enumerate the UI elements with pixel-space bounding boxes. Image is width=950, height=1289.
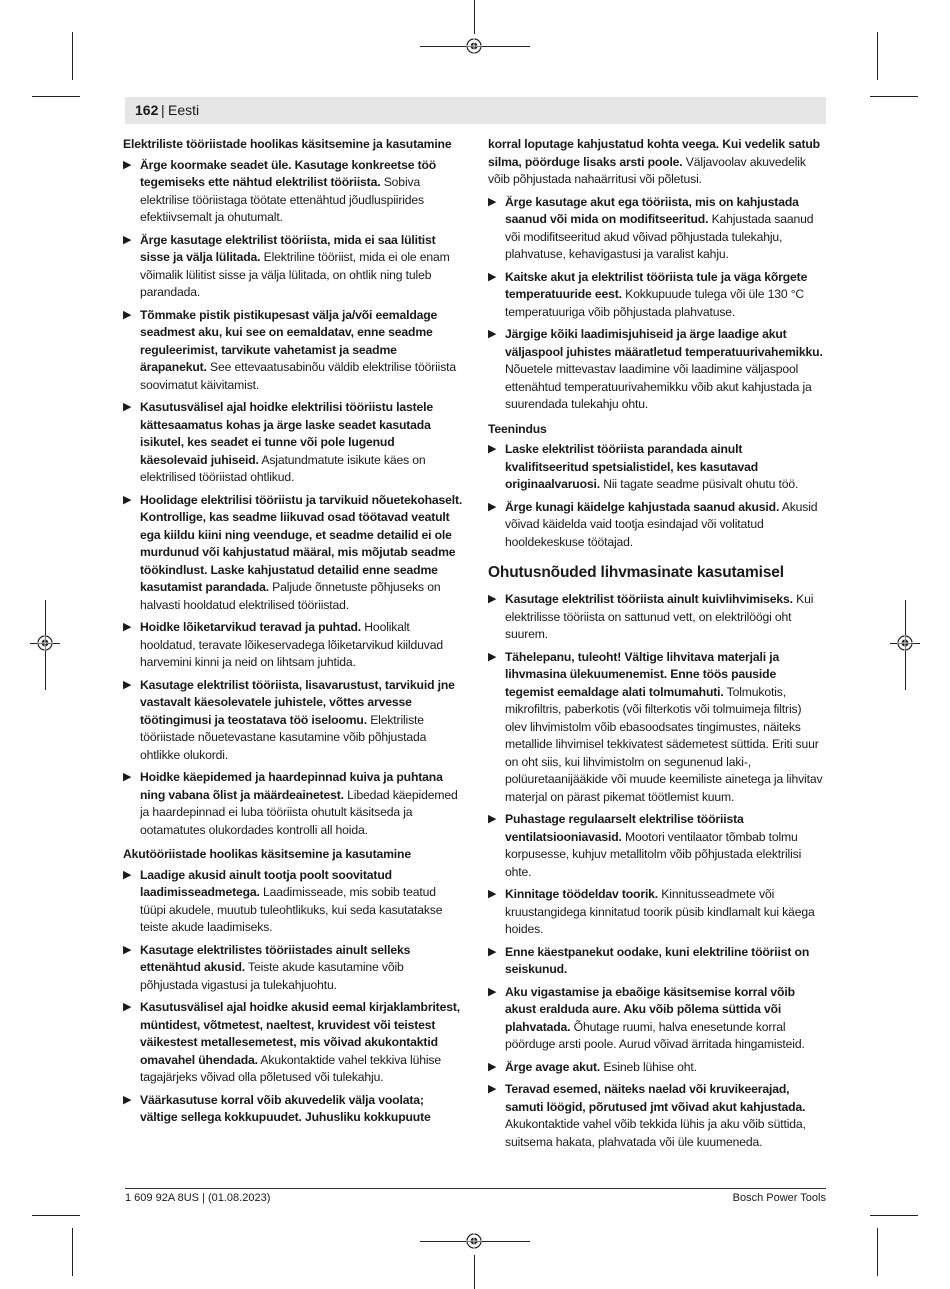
list-item (123, 157, 463, 227)
page-number: 162 (135, 102, 159, 118)
footer-doc-id: 1 609 92A 8US | (01.08.2023) (125, 1192, 271, 1204)
item-normal-text: Teiste akude kasutamine võib põhjustada vigastusi ja tulekahjuohtu. (140, 960, 404, 992)
item-normal-text: Kokkupuude tulega või üle 130 °C temperatuuriga võib põhjustada plahvatuse. (505, 287, 805, 319)
item-normal-text: Paljude õnnetuste põhjuseks on halvasti hooldatud elektrilised tööriistad. (140, 580, 441, 612)
crop-mark (877, 1228, 878, 1276)
list-item (488, 441, 826, 494)
item-bold-text: Ärge kunagi käidelge kahjustada saanud akusid. (505, 499, 780, 514)
list-item (488, 499, 826, 552)
item-bold-text: Kasutage elektrilist tööriista, lisavarustust, tarvikuid jne vastavalt käesolevatele juhistele, võttes arvesse töötingimusi ja teostatava töö iseloomu. (140, 677, 455, 727)
item-bold-text: Kaitske akut ja elektrilist tööriista tule ja väga kõrgete temperatuuride eest. (505, 269, 808, 301)
bullet-arrow-icon: ▶ (123, 158, 132, 171)
crop-mark (870, 96, 918, 97)
bullet-arrow-icon: ▶ (488, 270, 497, 283)
bullet-arrow-icon: ▶ (488, 195, 497, 208)
list-item (488, 649, 826, 807)
left-column (123, 136, 463, 1132)
continued-normal-text: Väljavoolav akuvedelik võib põhjustada nahaärritusi või põletusi. (488, 154, 806, 186)
item-normal-text: Sobiva elektrilise tööriistaga töötate ettenähtud jõudluspiirides efektiivsemalt ja ohutumalt. (140, 175, 424, 224)
registration-target-icon (466, 1233, 482, 1249)
bullet-arrow-icon: ▶ (123, 621, 132, 633)
list-item (488, 326, 826, 414)
bullet-arrow-icon: ▶ (123, 943, 132, 956)
bullet-arrow-icon: ▶ (488, 813, 497, 825)
item-normal-text: Nii tagate seadme püsivalt ohutu töö. (599, 477, 799, 491)
bullet-arrow-icon: ▶ (488, 1083, 497, 1095)
section-title-tool-use: Elektriliste tööriistade hoolikas käsitsemine ja kasutamine (123, 137, 452, 151)
section-title-battery-tools: Akutööriistade hoolikas käsitsemine ja kasutamine (123, 847, 411, 861)
item-bold-text: Teravad esemed, näiteks naelad või kruvikeerajad, samuti löögid, põrutused jmt võivad akut kahjustada. (505, 1082, 806, 1114)
item-normal-text: Kinnitusseadmete või kruustangidega kinnitatud toorik püsib kindlamalt kui käega hoides. (505, 887, 815, 936)
list-item (123, 677, 463, 765)
item-bold-text: Enne käestpanekut oodake, kuni elektriline tööriist on seiskunud. (505, 944, 810, 976)
item-normal-text: Õhutage ruumi, halva enesetunde korral pöörduge arsti poole. Aurud võivad ärritada hingamisteid. (505, 1019, 805, 1051)
item-normal-text: Esineb lühise oht. (600, 1059, 697, 1074)
list-item (488, 1059, 826, 1077)
item-normal-text: Hoolikalt hooldatud, teravate lõikeservadega lõiketarvikud kiilduvad harvemini kinni ja neid on lihtsam juhtida. (140, 620, 443, 669)
item-bold-text: Laske elektrilist tööriista parandada ainult kvalifitseeritud spetsialistidel, kes kasutavad originaalvaruosi. (505, 442, 759, 491)
item-bold-text: Ärge avage akut. (505, 1059, 601, 1074)
list-item (488, 944, 826, 979)
item-normal-text: Laadimisseade, mis sobib teatud tüüpi akudele, muutub tuleohtlikuks, kui seda kasutatakse teiste akude laadimiseks. (140, 885, 443, 934)
crop-mark (870, 1215, 918, 1216)
bullet-arrow-icon: ▶ (488, 650, 497, 663)
item-bold-text: Kasutage elektrilistes tööriistades ainult selleks ettenähtud akusid. (140, 942, 411, 974)
battery-tools-list (123, 867, 463, 1127)
item-normal-text: Kahjustada saanud või modifitseeritud akud võivad põhjustada tulekahju, plahvatuse, kehavigastusi ja varalist kahju. (505, 212, 814, 261)
list-item (123, 942, 463, 995)
bullet-arrow-icon: ▶ (123, 678, 132, 691)
service-list (488, 441, 826, 551)
battery-tools-list-continued (488, 194, 826, 414)
list-item (488, 591, 826, 644)
bullet-arrow-icon: ▶ (123, 308, 132, 321)
bullet-arrow-icon: ▶ (488, 945, 497, 958)
crop-mark (474, 1255, 475, 1289)
item-normal-text: Akusid võivad käidelda vaid tootja esindajad või volitatud hooldekeskuse töötajad. (505, 499, 818, 549)
crop-mark (877, 32, 878, 80)
list-item (123, 307, 463, 395)
list-item (488, 269, 826, 322)
item-normal-text: Libedad käepidemed ja haardepinnad ei luba tööriista ohutult käsitseda ja ootamatutes olukordades kontrolli all hoida. (140, 787, 458, 837)
item-bold-text: Hoolidage elektrilisi tööriistu ja tarvikuid nõuetekohaselt. Kontrollige, kas seadme liikuvad osad töötavad veatult ega kiildu kiini ning veenduge, et seadme detailid ei ole murdunud või kahjustatud määral, mis mõjutab seadme töökindlust. Laske kahjustatud detailid enne seadme kasutamist parandada. (140, 492, 463, 594)
item-normal-text: Akukontaktide vahel võib tekkida lühis ja aku võib süttida, suitsema hakata, plahvatada või üle kuumeneda. (505, 1117, 806, 1149)
bullet-arrow-icon: ▶ (488, 985, 497, 998)
item-bold-text: Kasutusvälisel ajal hoidke elektrilisi tööriistu lastele kättesaamatus kohas ja ärge laske seadet kasutada isikutel, kes seadet ei tunne või pole lugenud käesolevaid juhiseid. (140, 400, 434, 467)
item-bold-text: Hoidke käepidemed ja haardepinnad kuiva ja puhtana ning vabana õlist ja määrdeainetest. (140, 770, 443, 802)
list-item (123, 492, 463, 615)
item-bold-text: Kasutage elektrilist tööriista ainult kuivlihvimiseks. (505, 592, 793, 606)
registration-target-icon (897, 635, 913, 651)
header-language: Eesti (168, 102, 200, 118)
page-header-bar (125, 97, 826, 124)
bullet-arrow-icon: ▶ (123, 868, 132, 881)
crop-mark (72, 1228, 73, 1276)
item-normal-text: Elektriline tööriist, mida ei ole enam võimalik lülitist sisse ja välja lülitada, on ohtlik ning tuleb parandada. (140, 250, 450, 299)
list-item (488, 886, 826, 939)
list-item (488, 984, 826, 1054)
footer-divider (125, 1188, 826, 1189)
item-bold-text: Väärkasutuse korral võib akuvedelik välja voolata; vältige sellega kokkupuudet. Juhusliku kokkupuute (140, 1092, 431, 1124)
bullet-arrow-icon: ▶ (488, 888, 497, 900)
right-column (488, 136, 826, 1156)
crop-mark (474, 0, 475, 34)
list-item (123, 232, 463, 302)
item-bold-text: Tõmmake pistik pistikupesast välja ja/või eemaldage seadmest aku, kui see on eemaldatav, enne seadme reguleerimist, tarvikute vahetamist ja seadme ärapanekut. (140, 307, 438, 374)
item-bold-text: Ärge kasutage elektrilist tööriista, mida ei saa lülitist sisse ja välja lülitada. (140, 232, 436, 264)
item-bold-text: Puhastage regulaarselt elektrilise tööriista ventilatsiooniavasid. (505, 812, 744, 844)
registration-target-icon (466, 38, 482, 54)
item-normal-text: Kui elektrilisse tööriista on sattunud vett, on elektrilöögi oht suurem. (505, 592, 814, 641)
crop-mark (32, 1215, 80, 1216)
item-bold-text: Laadige akusid ainult tootja poolt soovitatud laadimisseadmetega. (140, 867, 392, 899)
list-item (123, 399, 463, 487)
sander-safety-heading: Ohutusnõuded lihvmasinate kasutamisel (488, 564, 784, 581)
bullet-arrow-icon: ▶ (488, 500, 497, 513)
section-title-service: Teenindus (488, 421, 547, 436)
bullet-arrow-icon: ▶ (123, 233, 132, 246)
bullet-arrow-icon: ▶ (123, 493, 132, 506)
item-normal-text: Akukontaktide vahel tekkiva lühise tagajärjeks võivad olla põletused või tulekahju. (140, 1052, 441, 1084)
item-normal-text: Mootori ventilaator tõmbab tolmu korpusesse, kuhjuv metallitolm võib põhjustada elektrilisi ohte. (505, 829, 802, 879)
item-normal-text: See ettevaatusabinõu väldib elektrilise tööriista soovimatut käivitamist. (140, 360, 457, 392)
bullet-arrow-icon: ▶ (123, 771, 132, 783)
bullet-arrow-icon: ▶ (488, 328, 497, 340)
item-bold-text: Aku vigastamise ja ebaõige käsitsemise korral võib akust eralduda aure. Aku võib põlema süttida või plahvatada. (505, 984, 795, 1034)
item-bold-text: Tähelepanu, tuleoht! Vältige lihvitava materjali ja lihvmasina ülekuumenemist. Enne töös pauside tegemist eemaldage alati tolmumahuti. (505, 649, 780, 699)
list-item (123, 999, 463, 1087)
crop-mark (72, 32, 73, 80)
item-bold-text: Järgige kõiki laadimisjuhiseid ja ärge laadige akut väljaspool juhistes määratletud temperatuurivahemikku. (505, 327, 823, 359)
list-item (123, 867, 463, 937)
header-separator: | (161, 102, 165, 118)
list-item (488, 194, 826, 264)
item-bold-text: Hoidke lõiketarvikud teravad ja puhtad. (140, 620, 362, 634)
registration-target-icon (37, 635, 53, 651)
list-item (488, 1081, 826, 1151)
sander-safety-list (488, 591, 826, 1151)
tool-use-list (123, 157, 463, 840)
item-normal-text: Nõuetele mittevastav laadimine või laadimine väljaspool ettenähtud temperatuurivahemikku võib akut kahjustada ja suurendada tulekahju ohtu. (505, 362, 812, 411)
footer-brand: Bosch Power Tools (732, 1192, 826, 1204)
item-normal-text: Tolmukotis, mikrofiltris, paberkotis (või filterkotis või tolmuimeja filtris) olev lihvimistolm võib ebasoodsates tingimustes, näiteks metallide lihvimisel tekkivatest sädemetest süttida. Eriti suur on oht siis, kui lihvimistolm on segunenud laki-, polüuretaanijääkide või muude keemiliste ainetega ja lihvitav materjal on pärast pikemat töötlemist kuum. (505, 684, 823, 804)
item-bold-text: Kinnitage töödeldav toorik. (505, 887, 659, 901)
bullet-arrow-icon: ▶ (488, 593, 497, 605)
continued-paragraph (488, 136, 826, 189)
list-item (123, 769, 463, 839)
item-bold-text: Ärge kasutage akut ega tööriista, mis on kahjustada saanud või mida on modifitseeritud. (505, 194, 799, 226)
bullet-arrow-icon: ▶ (488, 1060, 497, 1073)
bullet-arrow-icon: ▶ (488, 443, 497, 455)
bullet-arrow-icon: ▶ (123, 401, 132, 413)
list-item (488, 811, 826, 881)
item-bold-text: Ärge koormake seadet üle. Kasutage konkreetse töö tegemiseks ette nähtud elektrilist tööriista. (140, 157, 437, 189)
list-item (123, 1092, 463, 1127)
item-normal-text: Elektriliste tööriistade nõuetevastane kasutamine võib põhjustada ohtlikke olukordi. (140, 712, 427, 762)
item-normal-text: Asjatundmatute isikute käes on elektrilised tööriistad ohtlikud. (140, 452, 426, 484)
list-item (123, 619, 463, 672)
item-bold-text: Kasutusvälisel ajal hoidke akusid eemal kirjaklambritest, müntidest, võtmetest, naeltest, kruvidest või teistest väikestest metallesemetest, mis võivad akukontaktid omavahel ühendada. (140, 1000, 460, 1067)
bullet-arrow-icon: ▶ (123, 1001, 132, 1013)
crop-mark (32, 96, 80, 97)
bullet-arrow-icon: ▶ (123, 1093, 132, 1106)
continued-bold-text: korral loputage kahjustatud kohta veega. Kui vedelik satub silma, pöörduge lisaks arsti poole. (488, 137, 820, 169)
